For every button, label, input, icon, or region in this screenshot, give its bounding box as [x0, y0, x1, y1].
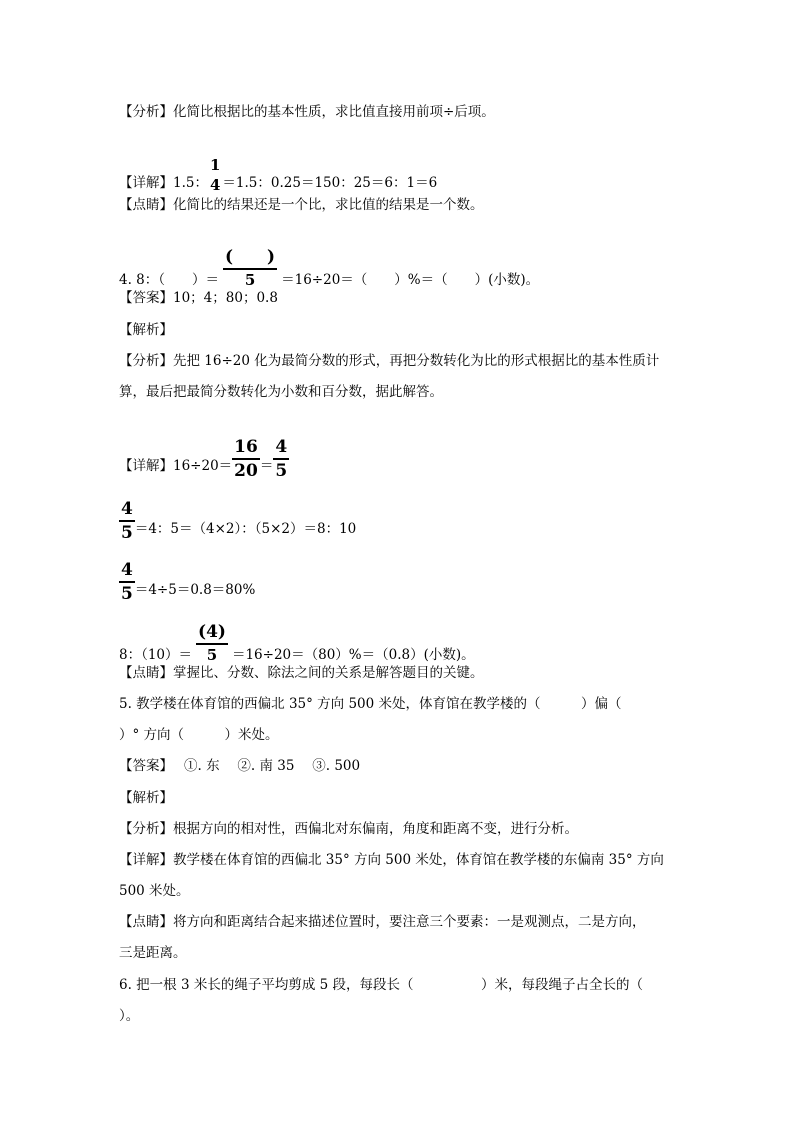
fraction-numerator: 4 — [121, 560, 133, 580]
q3-detail-prefix: 【详解】1.5： — [119, 175, 208, 191]
q4-step3 — [119, 560, 256, 604]
q4-detail — [119, 437, 289, 481]
fraction-numerator: ( ) — [225, 247, 276, 267]
q5-question-line2: ）° 方向（ ）米处。 — [119, 727, 279, 743]
q5-detail-line1: 【详解】教学楼在体育馆的西偏北 35° 方向 500 米处，体育馆在教学楼的东偏南 35° 方向 — [119, 852, 664, 868]
q6-question-line2: ）。 — [119, 1008, 140, 1024]
q3-comment: 【点睛】化简比的结果还是一个比，求比值的结果是一个数。 — [119, 197, 484, 213]
q4-analysis-line1: 【分析】先把 16÷20 化为最简分数的形式，再把分数转化为比的形式根据比的基本性质计 — [119, 353, 660, 369]
fraction-numerator: 4 — [275, 437, 288, 457]
q3-analysis: 【分析】化简比根据比的基本性质，求比值直接用前项÷后项。 — [119, 104, 495, 120]
q4-step2 — [119, 499, 357, 543]
q3-detail-fraction — [208, 158, 222, 193]
fraction-denominator: 5 — [196, 643, 228, 663]
fraction-denominator: 4 — [209, 176, 221, 194]
q4-analysis-line2: 算，最后把最简分数转化为小数和百分数，据此解答。 — [119, 384, 443, 400]
q4-step3-fraction — [119, 562, 135, 603]
q4-question — [119, 247, 540, 289]
q3-detail-suffix: ＝1.5：0.25＝150：25＝6：1＝6 — [222, 175, 438, 191]
q4-final — [119, 622, 475, 664]
fraction-numerator: 4 — [121, 499, 133, 519]
q5-question-line1: 5. 教学楼在体育馆的西偏北 35° 方向 500 米处，体育馆在教学楼的（ ）偏（ — [119, 696, 622, 712]
fraction-numerator: 1 — [209, 156, 221, 174]
q4-detail-prefix: 【详解】16÷20＝ — [119, 458, 233, 474]
q5-comment-line2: 三是距离。 — [119, 945, 187, 961]
q3-detail — [119, 156, 438, 194]
fraction-denominator: 5 — [119, 520, 135, 542]
fraction-numerator: 16 — [234, 437, 258, 457]
q4-question-fraction — [223, 249, 277, 288]
q5-analysis: 【分析】根据方向的相对性，西偏北对东偏南，角度和距离不变，进行分析。 — [119, 821, 578, 837]
q5-jiexi: 【解析】 — [119, 790, 173, 806]
q4-answer: 【答案】10；4；80；0.8 — [119, 290, 278, 306]
q4-step2-suffix: ＝4：5＝（4×2）：（5×2）＝8：10 — [134, 521, 357, 537]
q4-detail-fraction-16-20 — [232, 439, 260, 480]
fraction-denominator: 5 — [223, 268, 277, 288]
fraction-denominator: 5 — [273, 458, 289, 480]
q4-comment: 【点睛】掌握比、分数、除法之间的关系是解答题目的关键。 — [119, 665, 484, 681]
q4-question-suffix: ＝16÷20＝（ ）%＝（ ）(小数)。 — [281, 272, 540, 288]
q4-jiexi: 【解析】 — [119, 322, 173, 338]
q4-final-fraction — [196, 624, 228, 663]
q4-detail-fraction-4-5 — [273, 439, 289, 480]
q5-answer: 【答案】 ①. 东 ②. 南 35 ③. 500 — [119, 758, 361, 774]
fraction-denominator: 5 — [119, 581, 135, 603]
q4-final-suffix: ＝16÷20＝（80）%＝（0.8）(小数)。 — [231, 647, 475, 663]
q5-comment-line1: 【点睛】将方向和距离结合起来描述位置时，要注意三个要素：一是观测点，二是方向， — [119, 914, 646, 930]
fraction-numerator: (4) — [198, 622, 226, 642]
q4-detail-eq: ＝ — [259, 458, 274, 474]
q4-question-prefix: 4. 8：（ ）＝ — [119, 272, 220, 288]
q4-step3-suffix: ＝4÷5＝0.8＝80% — [134, 582, 256, 598]
fraction-denominator: 20 — [232, 458, 260, 480]
q6-question-line1: 6. 把一根 3 米长的绳子平均剪成 5 段，每段长（ ）米，每段绳子占全长的（ — [119, 977, 644, 993]
q4-final-prefix: 8：（10）＝ — [119, 647, 193, 663]
q4-step2-fraction — [119, 501, 135, 542]
q5-detail-line2: 500 米处。 — [119, 883, 190, 899]
